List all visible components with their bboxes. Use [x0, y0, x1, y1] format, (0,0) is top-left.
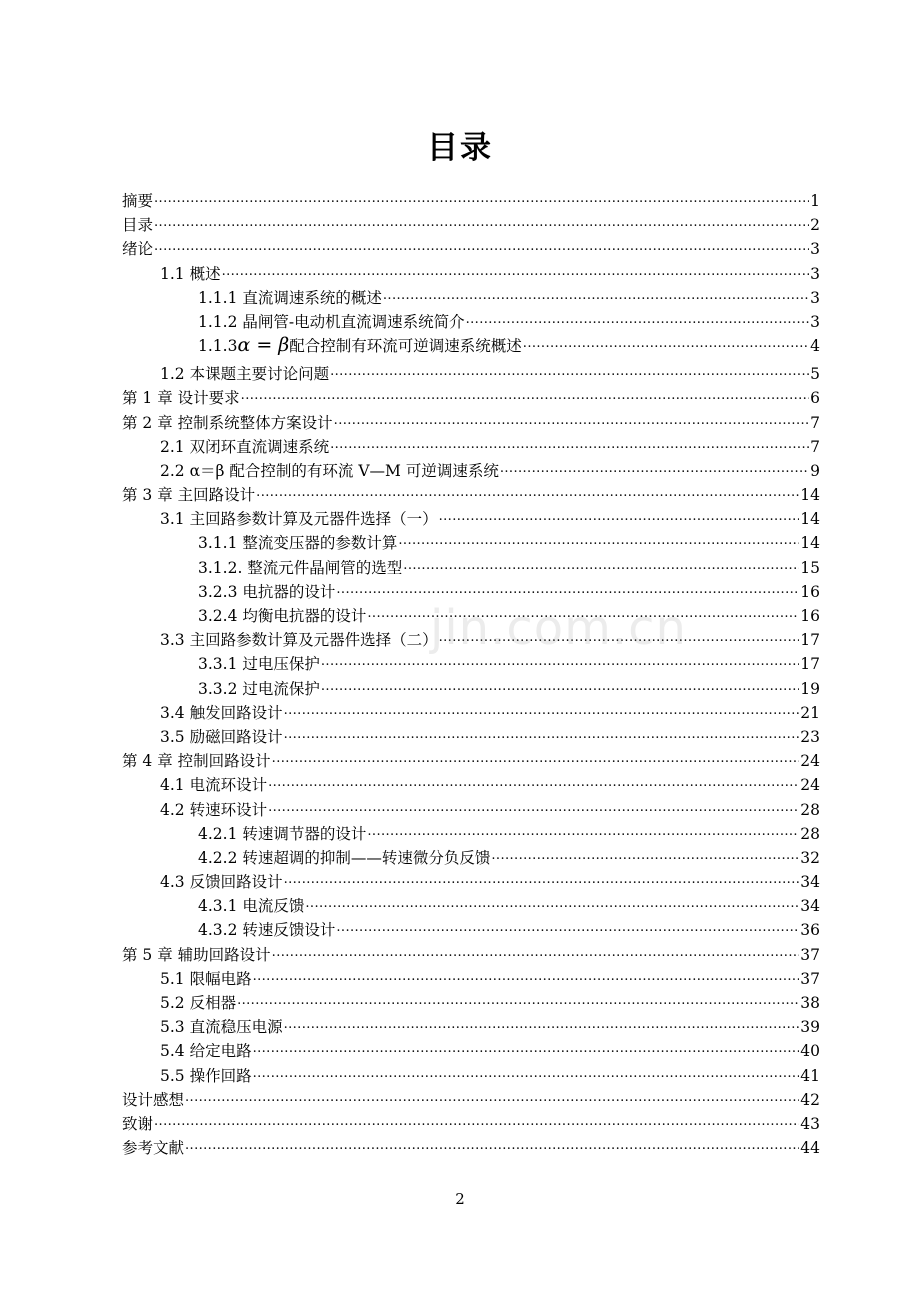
toc-dot-leader	[241, 385, 809, 403]
toc-entry-label: 第 3 章 主回路设计	[122, 486, 256, 505]
toc-entry[interactable]	[122, 748, 820, 772]
toc-entry-page: 1	[810, 192, 820, 210]
toc-entry[interactable]	[122, 869, 820, 893]
toc-dot-leader	[272, 942, 800, 960]
toc-dot-leader	[330, 361, 809, 379]
toc-entry-label: 4.3.1 电流反馈	[198, 897, 305, 916]
toc-dot-leader	[336, 579, 799, 597]
page-number: 2	[455, 1190, 465, 1208]
toc-entry-page: 32	[800, 848, 820, 867]
toc-entry[interactable]	[122, 333, 820, 361]
toc-entry-label: 3.1.2. 整流元件晶闸管的选型	[198, 558, 403, 577]
toc-entry-page: 3	[810, 264, 820, 283]
toc-entry[interactable]	[122, 1014, 820, 1038]
toc-entry-label: 4.1 电流环设计	[160, 776, 268, 795]
toc-dot-leader	[321, 676, 799, 694]
toc-entry-page: 24	[800, 752, 820, 771]
toc-dot-leader	[272, 748, 800, 766]
toc-entry[interactable]	[122, 188, 820, 212]
toc-entry-page: 17	[800, 631, 820, 650]
toc-entry-page: 42	[800, 1090, 820, 1109]
toc-entry-page: 34	[800, 897, 820, 916]
toc-dot-leader	[403, 555, 799, 573]
toc-entry[interactable]	[122, 555, 820, 579]
toc-entry-label: 3.1 主回路参数计算及元器件选择（一）	[160, 510, 438, 529]
toc-entry[interactable]	[122, 530, 820, 554]
toc-entry-label: 3.4 触发回路设计	[160, 703, 283, 722]
toc-dot-leader	[253, 966, 800, 984]
toc-entry-label: 第 4 章 控制回路设计	[122, 752, 271, 771]
toc-entry-label: 第 1 章 设计要求	[122, 389, 240, 408]
toc-entry[interactable]	[122, 724, 820, 748]
toc-dot-leader	[222, 261, 810, 279]
toc-entry[interactable]	[122, 458, 820, 482]
toc-entry-label: 致谢	[122, 1114, 154, 1133]
toc-entry-page: 17	[800, 655, 820, 674]
toc-entry-label: 绪论	[122, 240, 154, 259]
toc-entry-page: 2	[810, 216, 820, 235]
toc-entry-page: 28	[800, 800, 820, 819]
toc-entry-label: 4.3 反馈回路设计	[160, 873, 283, 892]
watermark: jin.com.cn	[430, 600, 687, 656]
toc-entry-page: 41	[800, 1066, 820, 1085]
toc-entry-page: 3	[810, 240, 820, 259]
toc-entry-label: 摘要	[122, 192, 154, 210]
toc-entry-page: 14	[800, 486, 820, 505]
toc-entry-page: 43	[800, 1114, 820, 1133]
toc-entry-page: 7	[810, 413, 820, 432]
toc-entry-label: 1.1.2 晶闸管-电动机直流调速系统简介	[198, 312, 465, 331]
toc-entry[interactable]	[122, 212, 820, 236]
toc-dot-leader	[268, 797, 799, 815]
toc-entry-page: 3	[810, 312, 820, 331]
toc-entry[interactable]	[122, 309, 820, 333]
toc-entry-label: 5.3 直流稳压电源	[160, 1018, 283, 1037]
table-of-contents	[122, 188, 820, 1159]
toc-entry-page: 44	[800, 1139, 820, 1158]
toc-dot-leader	[500, 458, 809, 476]
toc-entry[interactable]	[122, 1111, 820, 1135]
toc-entry-label: 第 2 章 控制系统整体方案设计	[122, 413, 333, 432]
toc-entry-label: 3.1.1 整流变压器的参数计算	[198, 534, 398, 553]
toc-dot-leader	[154, 188, 809, 206]
toc-dot-leader	[284, 724, 800, 742]
page-title: 目录	[427, 130, 493, 166]
toc-entry-page: 38	[800, 994, 820, 1012]
toc-dot-leader	[491, 845, 799, 863]
toc-entry-page: 23	[800, 727, 820, 746]
toc-entry-label: 设计感想	[122, 1090, 185, 1109]
toc-entry[interactable]	[122, 966, 820, 990]
toc-entry-label: 1.1.1 直流调速系统的概述	[198, 288, 382, 307]
toc-entry-label-prefix: 1.1.3	[198, 337, 238, 356]
toc-entry-page: 6	[810, 389, 820, 408]
toc-entry-page: 14	[800, 510, 820, 529]
toc-entry-label: 4.2.2 转速超调的抑制——转速微分负反馈	[198, 848, 491, 867]
toc-entry[interactable]	[122, 482, 820, 506]
toc-dot-leader	[523, 333, 809, 351]
toc-entry-page: 36	[800, 921, 820, 940]
toc-entry-label: 5.1 限幅电路	[160, 969, 252, 988]
toc-entry-label	[198, 334, 522, 356]
toc-entry-formula: α = β	[237, 334, 290, 357]
toc-entry[interactable]	[122, 990, 820, 1014]
toc-dot-leader	[336, 917, 799, 935]
toc-dot-leader	[268, 772, 799, 790]
toc-entry-page: 3	[810, 288, 820, 307]
toc-entry[interactable]	[122, 700, 820, 724]
toc-dot-leader	[185, 1135, 799, 1153]
toc-entry-label: 1.1 概述	[160, 264, 221, 283]
toc-entry-label: 5.2 反相器	[160, 994, 237, 1012]
toc-entry-page: 39	[800, 1018, 820, 1037]
toc-entry-page: 5	[810, 365, 820, 384]
toc-entry-label: 5.4 给定电路	[160, 1042, 252, 1061]
toc-entry[interactable]	[122, 821, 820, 845]
toc-entry-label: 1.2 本课题主要讨论问题	[160, 365, 330, 384]
toc-entry[interactable]	[122, 845, 820, 869]
toc-entry[interactable]	[122, 676, 820, 700]
toc-dot-leader	[305, 893, 799, 911]
toc-entry[interactable]	[122, 385, 820, 409]
toc-entry-page: 15	[800, 558, 820, 577]
toc-dot-leader	[154, 236, 809, 254]
toc-entry[interactable]	[122, 1087, 820, 1111]
toc-dot-leader	[154, 1111, 799, 1129]
toc-dot-leader	[284, 1014, 800, 1032]
toc-entry-label-suffix: 配合控制有环流可逆调速系统概述	[289, 337, 522, 356]
toc-entry[interactable]	[122, 1063, 820, 1087]
toc-dot-leader	[398, 530, 799, 548]
toc-entry-page: 7	[810, 437, 820, 456]
toc-entry-label: 3.3 主回路参数计算及元器件选择（二）	[160, 631, 438, 650]
toc-entry[interactable]	[122, 942, 820, 966]
toc-entry[interactable]	[122, 236, 820, 260]
toc-entry[interactable]	[122, 917, 820, 941]
toc-entry-label: 5.5 操作回路	[160, 1066, 252, 1085]
toc-entry[interactable]	[122, 893, 820, 917]
toc-entry[interactable]	[122, 410, 820, 434]
toc-entry[interactable]	[122, 506, 820, 530]
toc-entry-page: 21	[800, 703, 820, 722]
toc-entry-page: 9	[810, 461, 820, 480]
toc-entry-page: 14	[800, 534, 820, 553]
toc-entry[interactable]	[122, 434, 820, 458]
toc-entry-label: 3.5 励磁回路设计	[160, 727, 283, 746]
toc-dot-leader	[330, 434, 809, 452]
toc-dot-leader	[253, 1063, 800, 1081]
toc-entry-page: 40	[800, 1042, 820, 1061]
toc-dot-leader	[253, 1038, 800, 1056]
toc-entry[interactable]	[122, 361, 820, 385]
toc-entry-label: 第 5 章 辅助回路设计	[122, 945, 271, 964]
toc-entry-label: 4.2 转速环设计	[160, 800, 268, 819]
toc-entry-page: 28	[800, 824, 820, 843]
toc-entry-page: 19	[800, 679, 820, 698]
toc-entry-page: 34	[800, 873, 820, 892]
toc-entry[interactable]	[122, 285, 820, 309]
toc-dot-leader	[237, 990, 799, 1008]
toc-entry-page: 37	[800, 945, 820, 964]
toc-entry-label: 2.1 双闭环直流调速系统	[160, 437, 330, 456]
toc-entry-label: 4.3.2 转速反馈设计	[198, 921, 336, 940]
toc-dot-leader	[367, 821, 799, 839]
toc-entry-page: 16	[800, 607, 820, 625]
toc-entry-page: 16	[800, 582, 820, 601]
toc-dot-leader	[284, 869, 800, 887]
toc-entry[interactable]	[122, 1038, 820, 1062]
toc-entry-label: 3.3.2 过电流保护	[198, 679, 320, 698]
toc-dot-leader	[383, 285, 809, 303]
toc-entry[interactable]	[122, 1135, 820, 1159]
toc-entry[interactable]	[122, 797, 820, 821]
toc-dot-leader	[466, 309, 810, 327]
toc-entry-label: 目录	[122, 216, 154, 235]
toc-entry-page: 37	[800, 969, 820, 988]
toc-entry-label: 2.2 α＝β 配合控制的有环流 V—M 可逆调速系统	[160, 461, 499, 480]
toc-entry-label: 4.2.1 转速调节器的设计	[198, 824, 367, 843]
toc-entry-label: 3.2.4 均衡电抗器的设计	[198, 607, 367, 625]
toc-entry-page: 24	[800, 776, 820, 795]
toc-dot-leader	[439, 506, 800, 524]
toc-dot-leader	[256, 482, 799, 500]
toc-entry-label: 参考文献	[122, 1139, 185, 1158]
toc-dot-leader	[154, 212, 809, 230]
toc-dot-leader	[334, 410, 809, 428]
toc-entry[interactable]	[122, 261, 820, 285]
toc-dot-leader	[284, 700, 800, 718]
toc-entry-label: 3.2.3 电抗器的设计	[198, 582, 336, 601]
toc-entry-page: 4	[810, 337, 820, 356]
toc-dot-leader	[185, 1087, 799, 1105]
toc-entry[interactable]	[122, 772, 820, 796]
toc-entry-label: 3.3.1 过电压保护	[198, 655, 320, 674]
